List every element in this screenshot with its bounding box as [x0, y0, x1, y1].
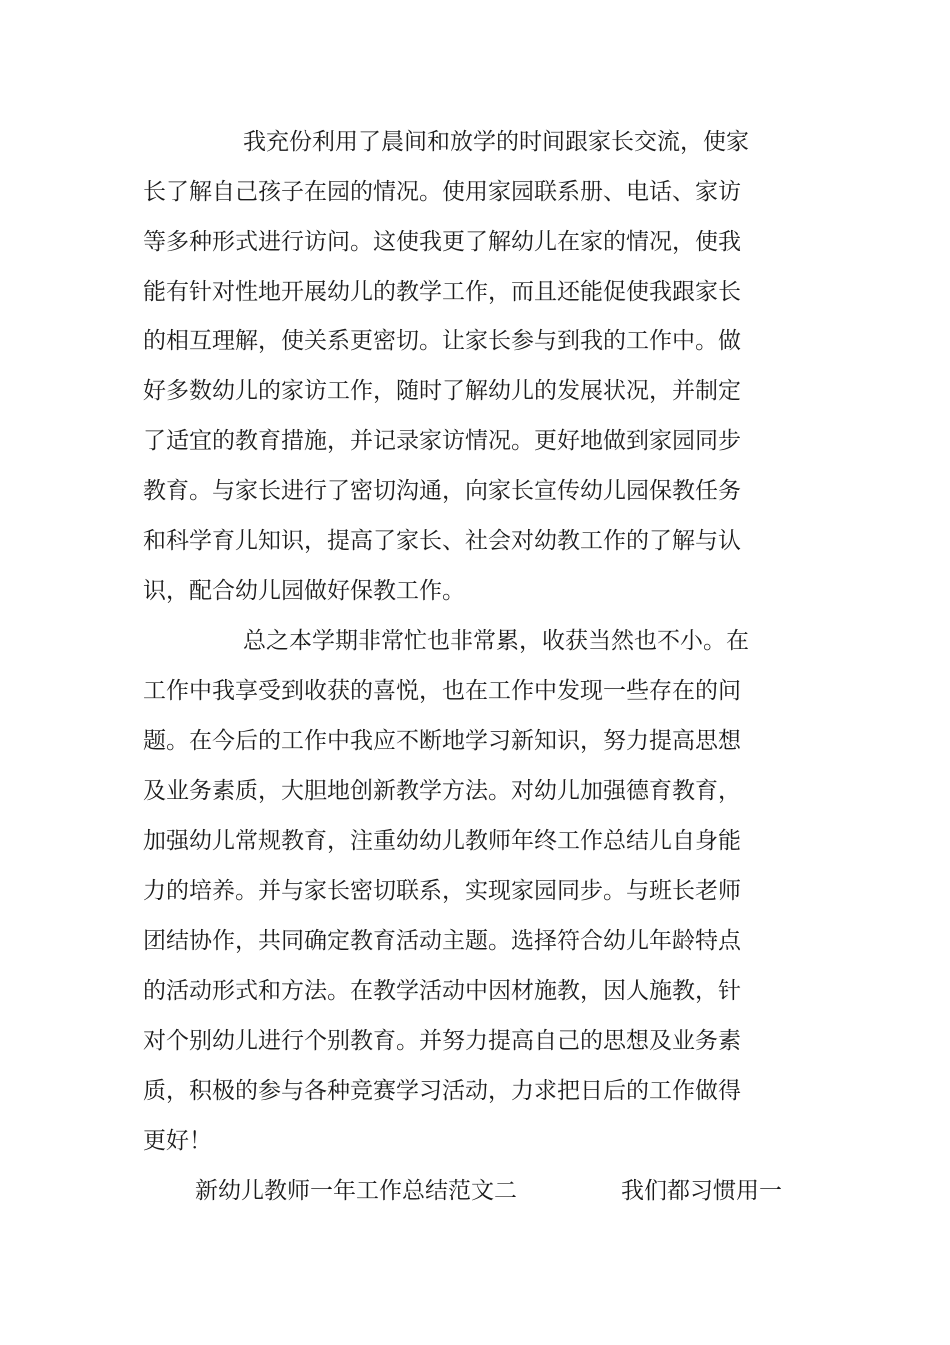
paragraph-1-line-6: 好多数幼儿的家访工作，随时了解幼儿的发展状况，并制定: [143, 378, 741, 404]
paragraph-2-line-10: 质，积极的参与各种竞赛学习活动，力求把日后的工作做得: [143, 1078, 741, 1104]
section-heading-continuation: 我们都习惯用一: [621, 1178, 782, 1204]
paragraph-2-line-1: 总之本学期非常忙也非常累，收获当然也不小。在: [243, 628, 749, 654]
paragraph-2-line-5: 加强幼儿常规教育，注重幼幼儿教师年终工作总结儿自身能: [143, 828, 741, 854]
paragraph-1-line-7: 了适宜的教育措施，并记录家访情况。更好地做到家园同步: [143, 428, 741, 454]
paragraph-2-line-7: 团结协作，共同确定教育活动主题。选择符合幼儿年龄特点: [143, 928, 741, 954]
paragraph-2-line-9: 对个别幼儿进行个别教育。并努力提高自己的思想及业务素: [143, 1028, 741, 1054]
paragraph-1-line-10: 识，配合幼儿园做好保教工作。: [143, 578, 465, 604]
paragraph-1-line-9: 和科学育儿知识，提高了家长、社会对幼教工作的了解与认: [143, 528, 741, 554]
paragraph-2-line-4: 及业务素质，大胆地创新教学方法。对幼儿加强德育教育，: [143, 778, 741, 804]
paragraph-2-line-11: 更好！: [143, 1128, 212, 1154]
paragraph-1-line-3: 等多种形式进行访问。这使我更了解幼儿在家的情况，使我: [143, 229, 741, 255]
paragraph-1-line-2: 长了解自己孩子在园的情况。使用家园联系册、电话、家访: [143, 179, 741, 205]
paragraph-2-line-3: 题。在今后的工作中我应不断地学习新知识，努力提高思想: [143, 728, 741, 754]
paragraph-1-line-8: 教育。与家长进行了密切沟通，向家长宣传幼儿园保教任务: [143, 478, 741, 504]
paragraph-1-line-5: 的相互理解，使关系更密切。让家长参与到我的工作中。做: [143, 328, 741, 354]
paragraph-1-line-1: 我充份利用了晨间和放学的时间跟家长交流，使家: [243, 129, 749, 155]
paragraph-2-line-6: 力的培养。并与家长密切联系，实现家园同步。与班长老师: [143, 878, 741, 904]
section-heading-title: 新幼儿教师一年工作总结范文二: [195, 1178, 517, 1204]
paragraph-2-line-2: 工作中我享受到收获的喜悦，也在工作中发现一些存在的问: [143, 678, 741, 704]
paragraph-1-line-4: 能有针对性地开展幼儿的教学工作，而且还能促使我跟家长: [143, 279, 741, 305]
paragraph-2-line-8: 的活动形式和方法。在教学活动中因材施教，因人施教，针: [143, 978, 741, 1004]
